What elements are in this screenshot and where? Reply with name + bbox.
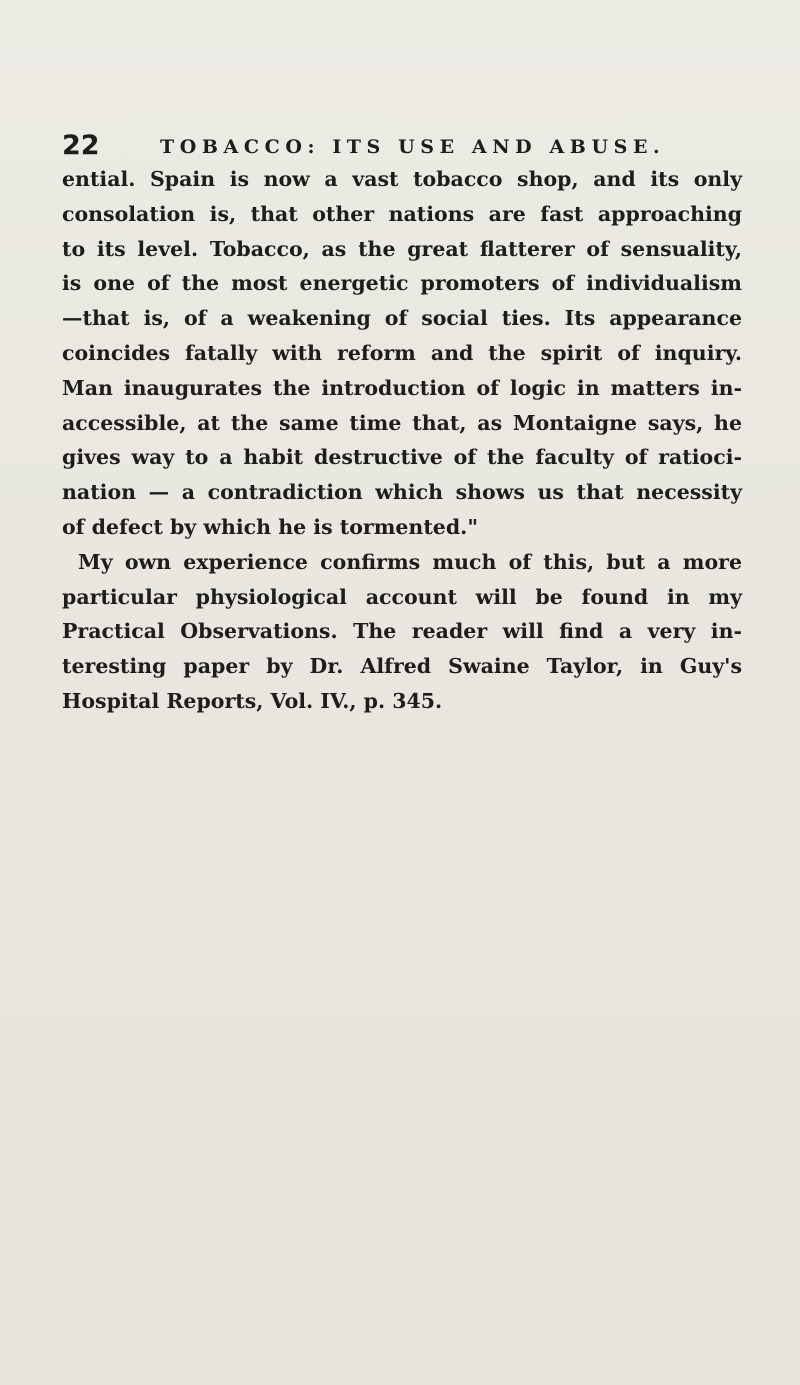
body-text [62,162,742,719]
text-line: Practical Observations. The reader will find a very in- [62,619,742,644]
text-line: consolation is, that other nations are fast approaching [62,201,742,226]
text-line: is one of the most energetic promoters of individualism [62,271,742,296]
text-line: Man inaugurates the introduction of logic in matters in- [62,375,742,400]
text-line: teresting paper by Dr. Alfred Swaine Taylor, in Guy's [62,654,742,679]
text-line: Hospital Reports, Vol. IV., p. 345. [62,688,443,713]
text-line: ential. Spain is now a vast tobacco shop, and its only [62,167,742,191]
text-line: nation — a contradiction which shows us that necessity [62,480,742,505]
page-number: 22 [62,130,100,161]
text-line: coincides fatally with reform and the spirit of inquiry. [62,340,742,365]
text-line: of defect by which he is tormented." [62,514,478,539]
text-line: to its level. Tobacco, as the great flatterer of sensuality, [62,236,742,261]
text-line: My own experience confirms much of this, but a more [78,549,742,574]
text-line: gives way to a habit destructive of the faculty of ratioci- [62,445,742,470]
running-title: TOBACCO: ITS USE AND ABUSE. [160,136,666,158]
text-line: —that is, of a weakening of social ties. Its appearance [62,306,742,331]
text-line: particular physiological account will be found in my [62,584,742,609]
text-line: accessible, at the same time that, as Montaigne says, he [62,410,742,435]
